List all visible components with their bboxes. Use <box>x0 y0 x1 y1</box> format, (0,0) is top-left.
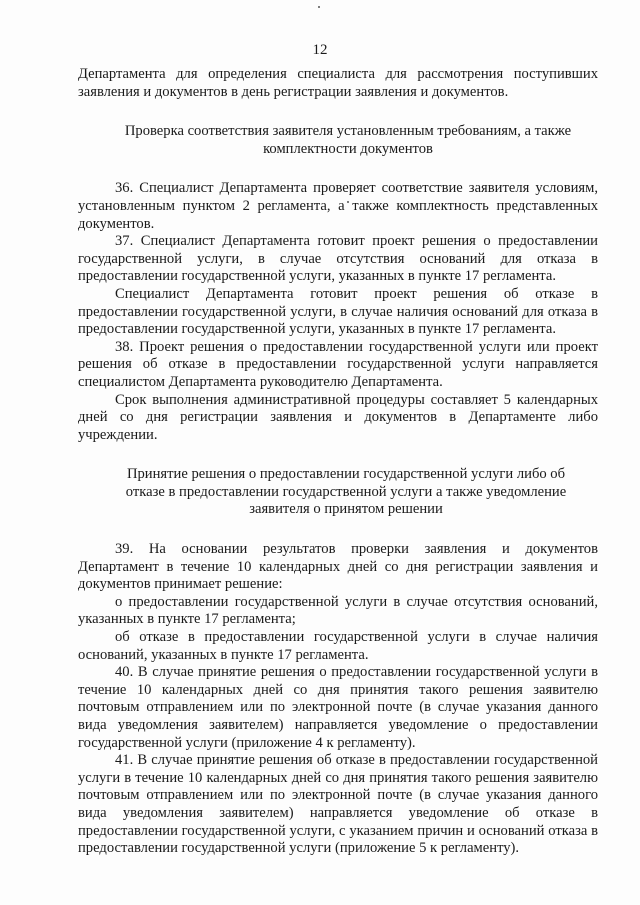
page-number: 12 <box>312 42 328 58</box>
section-heading-decision: Принятие решения о предоставлении государственной услуги либо об отказе в предоставлении государственной услуги а также уведомление заявителя о принятом решении <box>125 466 567 518</box>
paragraph-37-refusal: Специалист Департамента готовит проект решения об отказе в предоставлении государственной услуги, в случае наличия оснований для отказа в предоставлении государственной услуги, указанных в пункте 17 регламента. <box>78 285 598 338</box>
paragraph-continuation: Департамента для определения специалиста для рассмотрения поступивших заявления и документов в день регистрации заявления и документов. <box>78 66 598 100</box>
paragraph-39-grant: о предоставлении государственной услуги в случае отсутствия оснований, указанных в пункте 17 регламента; <box>78 593 598 628</box>
document-body <box>78 66 598 858</box>
paragraph-39: 39. На основании результатов проверки заявления и документов Департамент в течение 10 календарных дней со дня регистрации заявления и документов принимает решение: <box>78 541 598 593</box>
paragraph-40: 40. В случае принятие решения о предоставлении государственной услуги в течение 10 календарных дней со дня принятия такого решения заявителю почтовым отправлением или по электронной почте (в случае указания данного вида уведомления заявителем) направляется уведомление о предоставлении государственной услуги (приложение 4 к регламенту). <box>78 664 598 751</box>
paragraph-38: 38. Проект решения о предоставлении государственной услуги или проект решения об отказе в предоставлении государственной услуги направляется специалистом Департамента руководителю Департамента. <box>78 338 598 390</box>
paragraph-38-term: Срок выполнения административной процедуры составляет 5 календарных дней со дня регистрации заявления и документов в Департаменте либо учреждении. <box>78 391 598 443</box>
paragraph-36: 36. Специалист Департамента проверяет соответствие заявителя условиям, установленным пунктом 2 регламента, а также комплектность представленных документов. <box>78 180 598 232</box>
section-heading-verification: Проверка соответствия заявителя установленным требованиям, а также комплектности документов <box>124 123 572 157</box>
paragraph-41: 41. В случае принятие решения об отказе в предоставлении государственной услуги в течение 10 календарных дней со дня принятия такого решения заявителю почтовым отправлением или по электронной почте (в случае указания данного вида уведомления заявителем) направляется уведомление об отказе в предоставлении государственной услуги, с указанием причин и оснований отказа в предоставлении государственной услуги (приложение 5 к регламенту). <box>78 752 598 857</box>
paragraph-37: 37. Специалист Департамента готовит проект решения о предоставлении государственной услуги, в случае отсутствия оснований для отказа в предоставлении государственной услуги, указанных в пункте 17 регламента. <box>78 233 598 285</box>
paragraph-39-refusal: об отказе в предоставлении государственной услуги в случае наличия оснований, указанных в пункте 17 регламента. <box>78 629 598 663</box>
scan-speck <box>318 6 320 8</box>
